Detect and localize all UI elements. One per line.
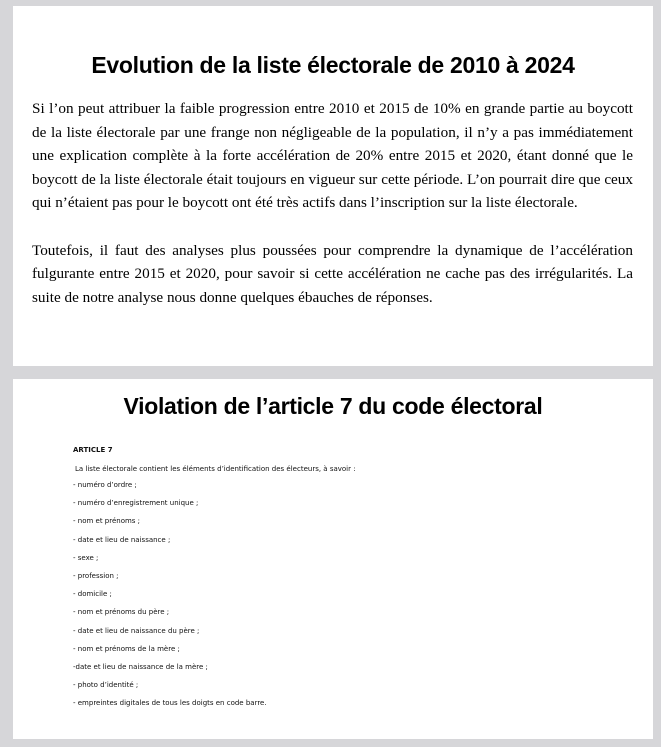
list-item: - profession ;: [73, 571, 119, 580]
list-item: - sexe ;: [73, 553, 99, 562]
body-paragraph-1: Si l’on peut attribuer la faible progression entre 2010 et 2015 de 10% en grande partie au boycott de la liste électorale par une frange non négligeable de la population, il n’y a pas immédiatement une explication complète à la forte accélération de 20% entre 2015 et 2020, étant donné que le boycott de la liste électorale était toujours en vigueur sur cette période. L’on pourrait dire que ceux qui n’étaient pas pour le boycott ont été très actifs dans l’inscription sur la liste électorale.: [32, 100, 633, 211]
slide-article-7-violation: [13, 379, 653, 739]
list-item: - domicile ;: [73, 590, 112, 599]
list-item: -date et lieu de naissance de la mère ;: [73, 662, 208, 671]
article-item-list: [73, 480, 373, 716]
list-item: - numéro d’ordre ;: [73, 481, 137, 489]
slide-title: Violation de l’article 7 du code électoral: [123, 393, 543, 419]
slide-title: Evolution de la liste électorale de 2010 à 2024: [91, 52, 575, 78]
article-excerpt: [73, 445, 373, 716]
list-item: - date et lieu de naissance ;: [73, 535, 171, 544]
list-item: - date et lieu de naissance du père ;: [73, 626, 200, 635]
body-paragraph-2: Toutefois, il faut des analyses plus poussées pour comprendre la dynamique de l’accélération fulgurante entre 2015 et 2020, pour savoir si cette accélération ne cache pas des irrégularités. La suite de notre analyse nous donne quelques ébauches de réponses.: [32, 241, 633, 306]
list-item: - nom et prénoms ;: [73, 517, 141, 526]
list-item: - nom et prénoms de la mère ;: [73, 644, 180, 653]
article-heading: ARTICLE 7: [73, 446, 113, 454]
slide-electoral-list-evolution: [13, 6, 653, 366]
list-item: - numéro d’enregistrement unique ;: [73, 499, 199, 508]
list-item: - photo d’identité ;: [73, 681, 139, 690]
list-item: - nom et prénoms du père ;: [73, 608, 170, 617]
article-intro: La liste électorale contient les éléments d’identification des électeurs, à savoir :: [75, 465, 356, 473]
list-item: - empreintes digitales de tous les doigts en code barre.: [73, 699, 267, 708]
